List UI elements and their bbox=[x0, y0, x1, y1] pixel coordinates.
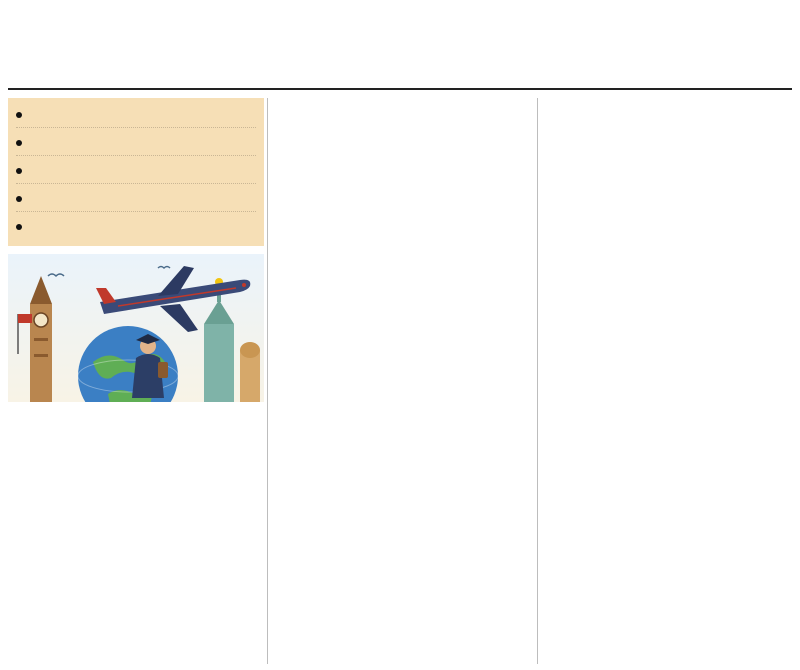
column-3 bbox=[542, 98, 792, 666]
illustration-svg bbox=[8, 254, 264, 402]
column-divider bbox=[537, 98, 538, 664]
column-divider bbox=[267, 98, 268, 664]
article-headline bbox=[8, 8, 792, 90]
bullet-icon bbox=[16, 224, 22, 230]
travel-illustration bbox=[8, 254, 264, 402]
flag-icon bbox=[18, 314, 32, 354]
article-body-col3-part1 bbox=[542, 108, 792, 127]
article-body-col3-part2 bbox=[542, 137, 792, 156]
column-1 bbox=[8, 98, 264, 666]
highlights-box bbox=[8, 98, 264, 246]
bullet-icon bbox=[16, 112, 22, 118]
statue-of-liberty-icon bbox=[204, 278, 260, 402]
highlight-item bbox=[16, 188, 256, 212]
bullet-icon bbox=[16, 196, 22, 202]
bullet-icon bbox=[16, 140, 22, 146]
highlight-item bbox=[16, 132, 256, 156]
highlight-item bbox=[16, 160, 256, 184]
article-body-col2 bbox=[272, 112, 534, 131]
column-2 bbox=[272, 98, 534, 666]
highlight-item bbox=[16, 216, 256, 240]
highlight-item bbox=[16, 104, 256, 128]
bullet-icon bbox=[16, 168, 22, 174]
big-ben-icon bbox=[30, 276, 52, 402]
